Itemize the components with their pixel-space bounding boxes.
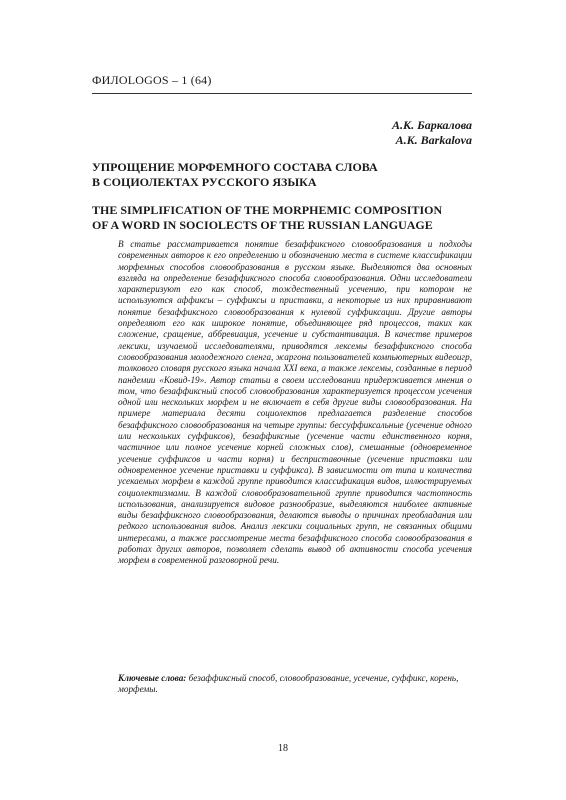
keywords-text: безаффиксный способ, словообразование, усечение, суффикс, корень, морфемы.: [118, 673, 459, 695]
abstract-text: В статье рассматривается понятие безаффиксного словообразования и подходы современных авторов к его определению и обозначению места в системе классификации морфемных способов словообразования в русском языке. Выделяются два основных взгляда на определение безаффиксного способа словообразования. Одни исследователи характеризуют его как способ, тождественный усечению, при котором не используются аффиксы – суффиксы и приставки, а некоторые из них приравнивают понятие безаффиксного словообразования к нулевой суффиксации. Другие авторы определяют его как широкое понятие, объединяющее ряд процессов, таких как сложение, сращение, аббревиация, усечение и субстантивация. В качестве примеров лексики, изучаемой исследователями, приводятся лексемы безаффиксного способа словообразования молодежного сленга, жаргона пользователей компьютерных видеоигр, толкового словаря русского языка начала XXI века, а также лексемы, созданные в период пандемии «Ковид-19». Автор статьи в своем исследовании придерживается мнения о том, что безаффиксный способ словообразования характеризуется процессом усечения одной или нескольких морфем и не включает в себя другие виды словообразования. На примере материала десяти социолектов предлагается разделение способов безаффиксного словообразования на четыре группы: бессуффиксальные (усечение одного или нескольких суффиксов), безаффиксные (усечение части единственного корня, частичное или полное усечение корней сложных слов), смешанные (одновременное усечение суффиксов и части корня) и бесприставочные (усечение приставки или одновременное усечение приставки и суффикса). В зависимости от типа и количества усекаемых морфем в каждой группе приводится классификация видов, иллюстрируемых социолектизмами. В каждой словообразовательной группе приводится частотность использования, анализируется видовое разнообразие, выделяются наиболее активные виды безаффиксного словообразования, делаются выводы о причинах преобладания или редкого использования видов. Анализ лексики социальных групп, не связанных общими интересами, а также рассмотрение места безаффиксного способа словообразования в работах других авторов, позволяет сделать вывод об активности способа усечения морфем в современной разговорной речи.: [118, 239, 472, 566]
title-en-line-1: THE SIMPLIFICATION OF THE MORPHEMIC COMPOSITION: [92, 203, 443, 217]
title-ru-line-2: В СОЦИОЛЕКТАХ РУССКОГО ЯЗЫКА: [92, 175, 317, 189]
header-divider: [92, 93, 472, 94]
title-en-line-2: OF A WORD IN SOCIOLECTS OF THE RUSSIAN LANGUAGE: [92, 218, 433, 232]
page-number: 18: [278, 743, 288, 754]
journal-running-head: ФИЛОLOGOS – 1 (64): [92, 73, 212, 87]
title-ru-line-1: УПРОЩЕНИЕ МОРФЕМНОГО СОСТАВА СЛОВА: [92, 160, 378, 174]
author-block: [392, 118, 472, 148]
article-title-ru: [92, 160, 472, 190]
author-name-ru: А.К. Баркалова: [392, 118, 472, 132]
article-title-en: [92, 203, 472, 233]
keywords-label: Ключевые слова:: [118, 673, 187, 683]
author-name-en: A.K. Barkalova: [395, 133, 472, 147]
abstract: [118, 239, 472, 567]
keywords: [118, 673, 472, 696]
